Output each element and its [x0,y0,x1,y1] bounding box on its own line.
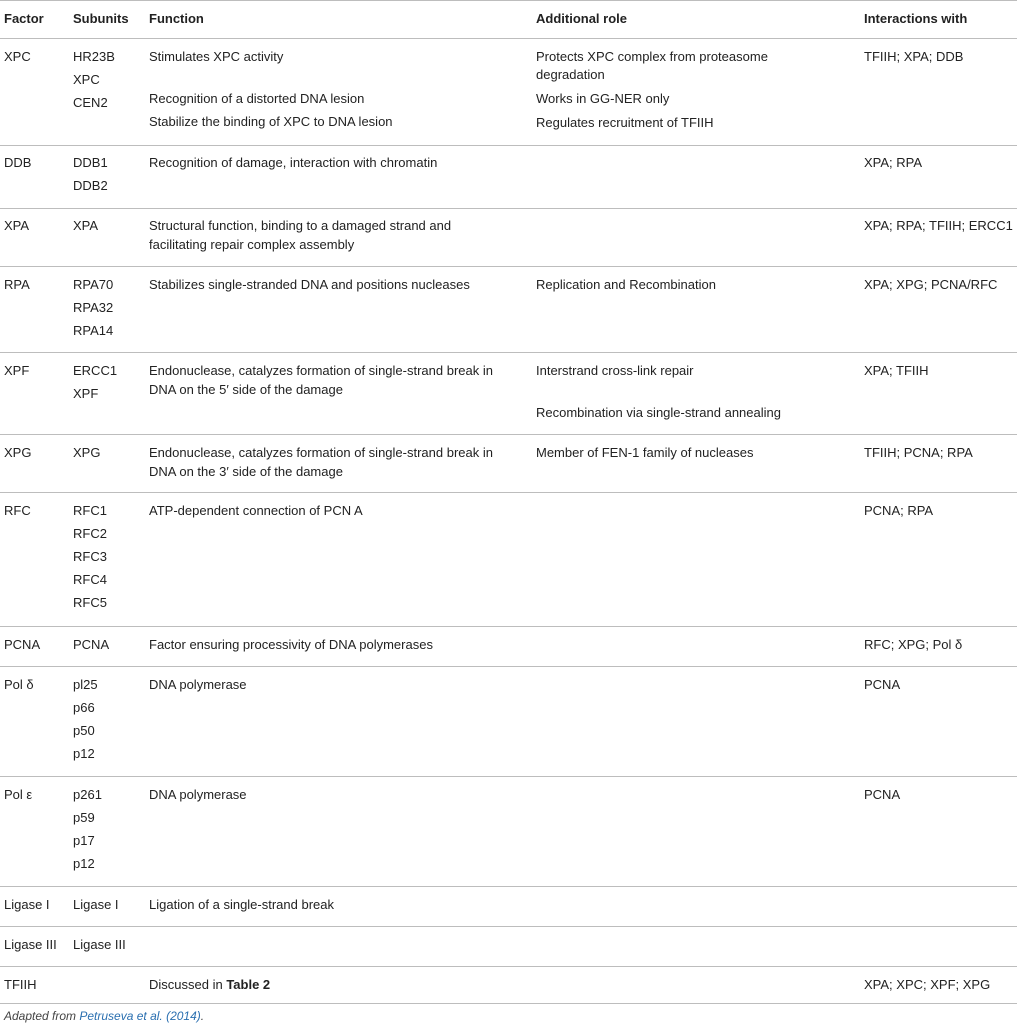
footnote-reference-link[interactable]: Petruseva et al. (2014) [79,1009,201,1023]
header-function: Function [149,11,204,26]
function-cell: Endonuclease, catalyzes formation of single-strand break in [149,445,493,460]
table-2-reference[interactable]: Table 2 [226,977,271,992]
function-cell: DNA polymerase [149,677,247,692]
additional-role-cell: Works in GG-NER only [536,91,670,106]
row-divider [0,266,1017,267]
subunit-cell: XPF [73,386,99,401]
row-divider [0,776,1017,777]
subunit-cell: RFC2 [73,526,107,541]
subunit-cell: Ligase I [73,897,119,912]
row-divider [0,886,1017,887]
subunit-cell: RPA14 [73,323,114,338]
interactions-cell: RFC; XPG; Pol δ [864,637,963,652]
factor-cell: XPA [4,218,30,233]
function-cell: Recognition of damage, interaction with chromatin [149,155,438,170]
header-interactions: Interactions with [864,11,968,26]
function-cell: facilitating repair complex assembly [149,237,355,252]
interactions-cell: XPA; XPG; PCNA/RFC [864,277,998,292]
subunit-cell: DDB2 [73,178,108,193]
function-cell: ATP-dependent connection of PCN A [149,503,363,518]
function-cell: Stimulates XPC activity [149,49,284,64]
row-divider [0,145,1017,146]
interactions-cell: PCNA [864,787,901,802]
subunit-cell: RFC4 [73,572,107,587]
function-cell [149,976,270,994]
subunit-cell: p66 [73,700,95,715]
row-divider [0,966,1017,967]
interactions-cell: PCNA [864,677,901,692]
function-cell: DNA on the 5′ side of the damage [149,382,343,397]
interactions-cell: XPA; RPA; TFIIH; ERCC1 [864,218,1013,233]
table-footnote [4,1009,204,1023]
function-cell: Factor ensuring processivity of DNA polymerases [149,637,433,652]
subunit-cell: RFC5 [73,595,107,610]
additional-role-cell: Replication and Recombination [536,277,716,292]
function-cell: DNA polymerase [149,787,247,802]
factor-cell: Pol ε [4,787,33,802]
subunit-cell: p12 [73,746,95,761]
factor-cell: PCNA [4,637,41,652]
subunit-cell: p12 [73,856,95,871]
row-divider [0,434,1017,435]
function-cell: Structural function, binding to a damaged strand and [149,218,452,233]
subunit-cell: RFC1 [73,503,107,518]
additional-role-cell: Protects XPC complex from proteasome [536,49,768,64]
row-divider [0,666,1017,667]
row-divider [0,352,1017,353]
row-divider [0,626,1017,627]
subunit-cell: pl25 [73,677,98,692]
function-prefix: Discussed in [149,977,227,992]
factor-cell: XPG [4,445,32,460]
additional-role-cell: Regulates recruitment of TFIIH [536,115,714,130]
subunit-cell: p261 [73,787,102,802]
factor-cell: XPC [4,49,31,64]
subunit-cell: p50 [73,723,95,738]
subunit-cell: XPG [73,445,101,460]
additional-role-cell: Interstrand cross-link repair [536,363,694,378]
row-divider [0,492,1017,493]
subunit-cell: PCNA [73,637,110,652]
header-factor: Factor [4,11,44,26]
subunit-cell: HR23B [73,49,115,64]
interactions-cell: TFIIH; XPA; DDB [864,49,964,64]
row-divider [0,208,1017,209]
factor-cell: TFIIH [4,977,37,992]
table-top-rule [0,0,1017,1]
subunit-cell: ERCC1 [73,363,118,378]
function-cell: DNA on the 3′ side of the damage [149,464,343,479]
interactions-cell: XPA; TFIIH [864,363,929,378]
subunit-cell: XPC [73,72,100,87]
subunit-cell: p59 [73,810,95,825]
subunit-cell: RFC3 [73,549,107,564]
additional-role-cell: degradation [536,67,605,82]
subunit-cell: p17 [73,833,95,848]
factor-cell: XPF [4,363,30,378]
function-cell: Stabilize the binding of XPC to DNA lesion [149,114,393,129]
row-divider [0,1003,1017,1004]
function-cell: Stabilizes single-stranded DNA and positions nucleases [149,277,470,292]
factor-cell: Pol δ [4,677,34,692]
factor-cell: RFC [4,503,31,518]
additional-role-cell: Member of FEN-1 family of nucleases [536,445,754,460]
interactions-cell: XPA; RPA [864,155,923,170]
header-additional-role: Additional role [536,11,627,26]
header-subunits: Subunits [73,11,129,26]
interactions-cell: XPA; XPC; XPF; XPG [864,977,991,992]
row-divider [0,926,1017,927]
function-cell: Recognition of a distorted DNA lesion [149,91,365,106]
footnote-prefix: Adapted from [4,1009,80,1023]
interactions-cell: TFIIH; PCNA; RPA [864,445,973,460]
subunit-cell: RPA70 [73,277,114,292]
subunit-cell: RPA32 [73,300,114,315]
interactions-cell: PCNA; RPA [864,503,934,518]
subunit-cell: DDB1 [73,155,108,170]
additional-role-cell: Recombination via single-strand annealing [536,405,781,420]
function-cell: Ligation of a single-strand break [149,897,335,912]
subunit-cell: CEN2 [73,95,108,110]
factor-cell: Ligase III [4,937,57,952]
factor-cell: DDB [4,155,32,170]
footnote-suffix: . [200,1009,205,1023]
subunit-cell: XPA [73,218,99,233]
subunit-cell: Ligase III [73,937,126,952]
factor-cell: Ligase I [4,897,50,912]
header-bottom-rule [0,38,1017,39]
factor-cell: RPA [4,277,30,292]
function-cell: Endonuclease, catalyzes formation of single-strand break in [149,363,493,378]
